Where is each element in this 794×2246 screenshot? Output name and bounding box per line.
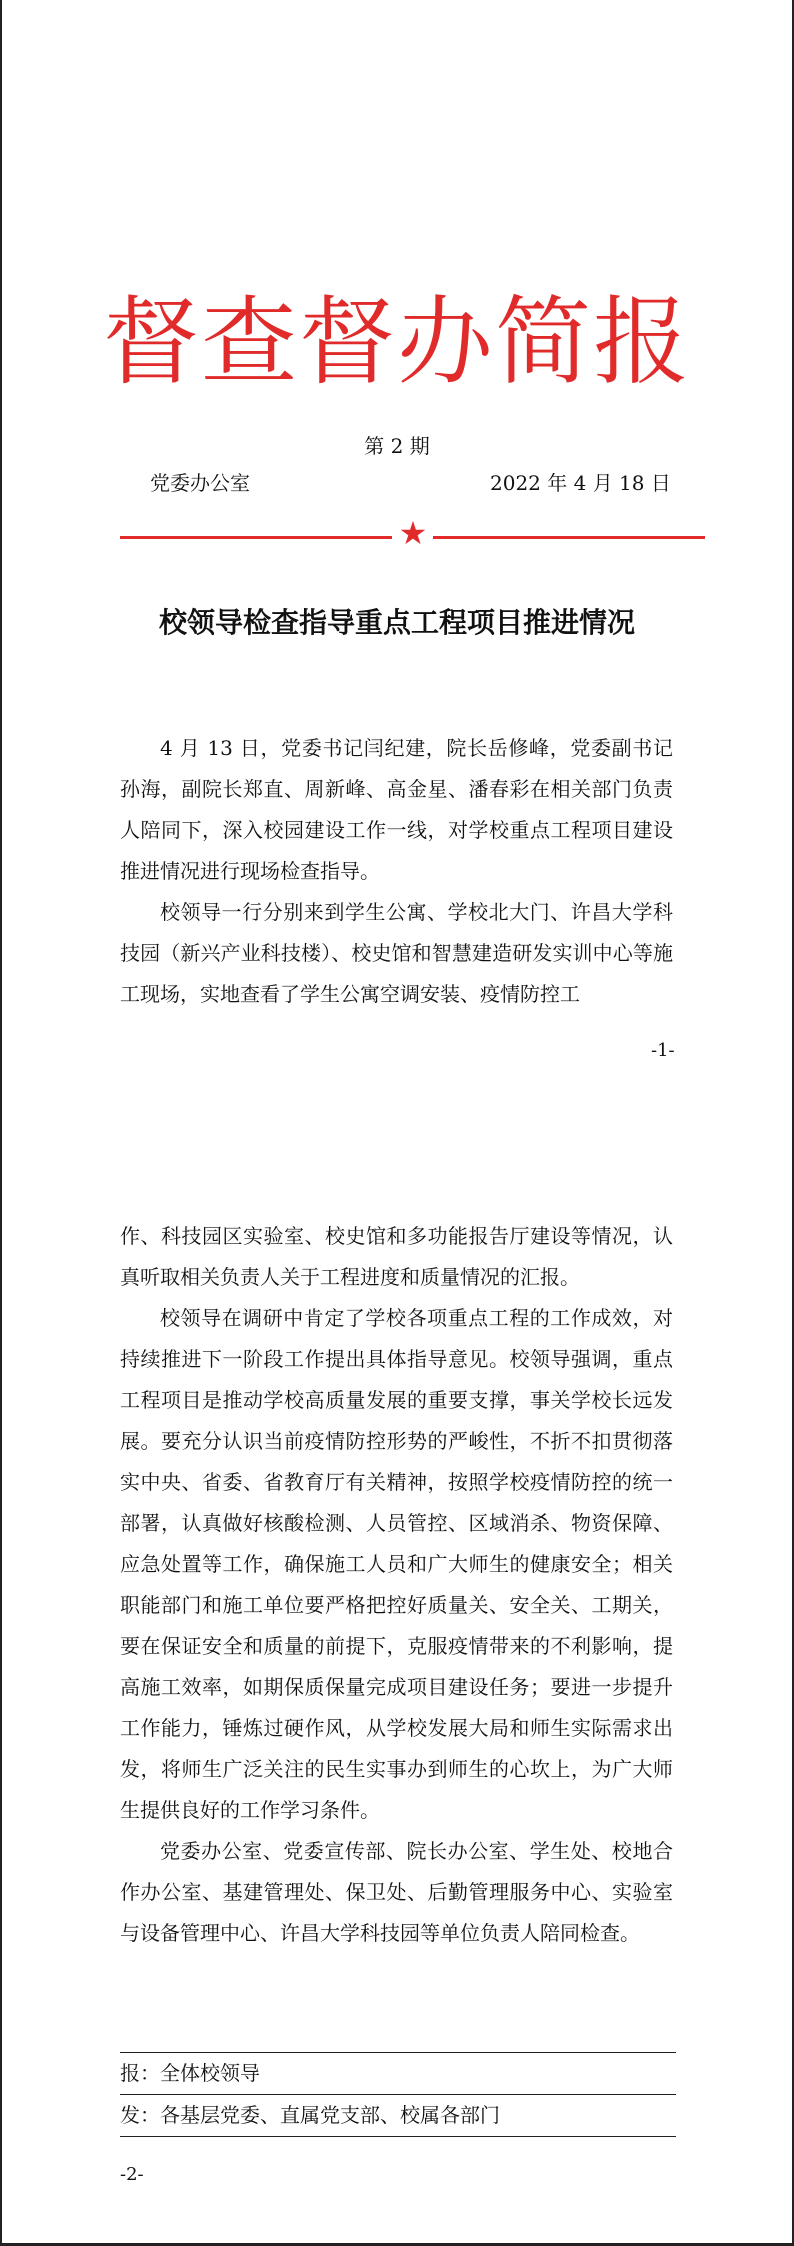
page-number: -2-: [120, 2164, 144, 2185]
page-number: -1-: [651, 1040, 675, 1061]
article-body-page-2: [120, 1216, 673, 1954]
masthead-title: 督查督办简报: [103, 286, 691, 398]
page-2: [0, 1123, 794, 2246]
divider-line-right: [433, 536, 705, 539]
paragraph-continuation: 作、科技园区实验室、校史馆和多功能报告厅建设等情况，认真听取相关负责人关于工程进度和质量情况的汇报。: [120, 1224, 673, 1289]
article-title: 校领导检查指导重点工程项目推进情况: [158, 606, 635, 639]
footer-rule-bottom: [120, 2136, 676, 2137]
distribution-footer: [120, 2052, 676, 2137]
paragraph: 校领导在调研中肯定了学校各项重点工程的工作成效，对持续推进下一阶段工作提出具体指导意见。校领导强调，重点工程项目是推动学校高质量发展的重要支撑，事关学校长远发展。要充分认识当前疫情防控形势的严峻性，不折不扣贯彻落实中央、省委、省教育厅有关精神，按照学校疫情防控的统一部署，认真做好核酸检测、人员管控、区域消杀、物资保障、应急处置等工作，确保施工人员和广大师生的健康安全；相关职能部门和施工单位要严格把控好质量关、安全关、工期关，要在保证安全和质量的前提下，克服疫情带来的不利影响，提高施工效率，如期保质保量完成项目建设任务；要进一步提升工作能力，锤炼过硬作风，从学校发展大局和师生实际需求出发，将师生广泛关注的民生实事办到师生的心坎上，为广大师生提供良好的工作学习条件。: [120, 1306, 673, 1822]
star-icon: ★: [398, 514, 428, 552]
article-body-page-1: [120, 728, 673, 1015]
paragraph: 党委办公室、党委宣传部、院长办公室、学生处、校地合作办公室、基建管理处、保卫处、后勤管理服务中心、实验室与设备管理中心、许昌大学科技园等单位负责人陪同检查。: [120, 1839, 673, 1945]
red-divider: [120, 514, 705, 552]
issue-date: 2022 年 4 月 18 日: [490, 471, 671, 495]
divider-line-left: [120, 536, 392, 539]
paragraph: 4 月 13 日，党委书记闫纪建，院长岳修峰，党委副书记孙海，副院长郑直、周新峰、高金星、潘春彩在相关部门负责人陪同下，深入校园建设工作一线，对学校重点工程项目建设推进情况进行现场检查指导。: [120, 736, 673, 883]
issue-number: 第 2 期: [364, 434, 430, 458]
report-to: 报：全体校领导: [120, 2061, 260, 2085]
paragraph: 校领导一行分别来到学生公寓、学校北大门、许昌大学科技园（新兴产业科技楼）、校史馆和智慧建造研发实训中心等施工现场，实地查看了学生公寓空调安装、疫情防控工: [120, 900, 673, 1006]
issuing-department: 党委办公室: [150, 471, 250, 495]
send-to: 发：各基层党委、直属党支部、校属各部门: [120, 2103, 500, 2127]
